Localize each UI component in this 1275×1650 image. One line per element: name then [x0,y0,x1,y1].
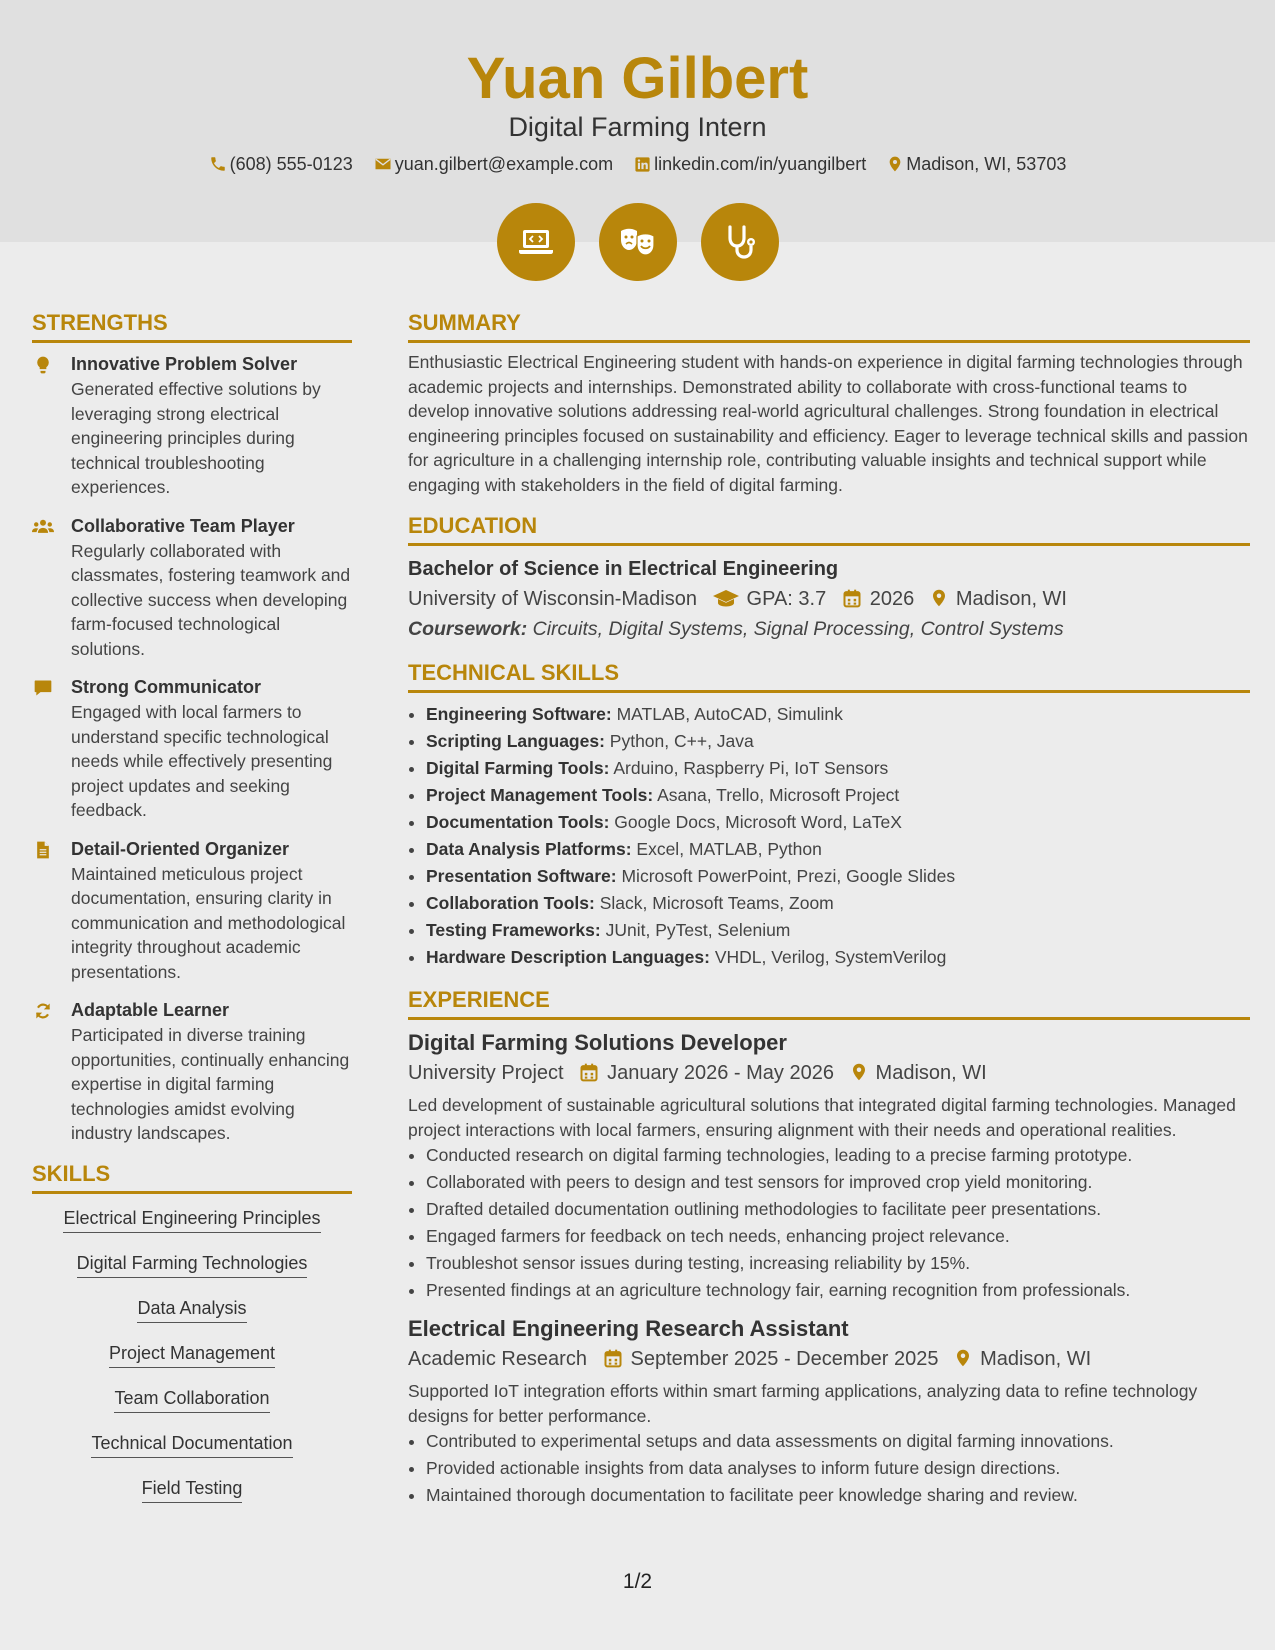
list-item [426,863,1250,890]
tech-skill-value: VHDL, Verilog, SystemVerilog [714,947,947,967]
theater-masks-icon [618,222,658,262]
job-description: Led development of sustainable agricultural solutions that integrated digital farming technologies. Managed project interactions with local farmers, ensuring alignment with their needs and operational realities. [408,1095,1236,1140]
job-org: University Project [408,1062,564,1084]
job-entry [408,1314,1250,1509]
job-entry [408,1028,1250,1304]
tech-skill-value: JUnit, PyTest, Selenium [605,920,791,940]
tech-skill-value: Slack, Microsoft Teams, Zoom [599,893,834,913]
tech-skill-label: Presentation Software: [426,866,617,886]
list-item: • Collaborated with peers to design and test sensors for improved crop yield monitoring. [426,1169,1250,1196]
job-location: Madison, WI [875,1062,987,1084]
tech-skill-label: Documentation Tools: [426,812,610,832]
technical-skills-list [408,701,1250,971]
job-location: Madison, WI [980,1348,1092,1370]
contact-location [887,150,1066,178]
list-item: • Drafted detailed documentation outlining methodologies to facilitate peer presentations. [426,1196,1250,1223]
candidate-title: Digital Farming Intern [508,112,767,142]
strength-item [32,513,352,662]
page-number: 1/2 [622,1570,653,1593]
strength-title: Innovative Problem Solver [71,354,298,374]
tech-skill-label: Digital Farming Tools: [426,758,610,778]
list-item: • Presented findings at an agriculture technology fair, earning recognition from professionals. [426,1277,1250,1304]
phone-icon [209,155,227,173]
comment-icon [32,678,54,698]
strength-desc: Maintained meticulous project documentation, ensuring clarity in communication and methodological integrity throughout academic presentations. [71,863,346,982]
contact-linkedin[interactable] [634,150,866,178]
experience-heading: EXPERIENCE [408,985,1250,1020]
skill-label: Digital Farming Technologies [77,1250,308,1278]
skill-label: Field Testing [142,1475,243,1503]
tech-skill-label: Engineering Software: [426,704,612,724]
coursework-label: Coursework: [408,618,528,640]
contact-phone[interactable] [209,150,353,178]
strength-title: Collaborative Team Player [71,515,295,536]
users-icon [32,517,54,537]
list-item: • Conducted research on digital farming technologies, leading to a precise farming prototype. [426,1142,1250,1169]
location-pin-icon [954,1348,972,1368]
job-dates: January 2026 - May 2026 [607,1062,834,1084]
coursework [408,614,1250,644]
skill-label: Data Analysis [137,1295,246,1323]
skill-tag [32,1295,352,1329]
skill-label: Electrical Engineering Principles [63,1205,320,1233]
location-pin-icon [850,1062,868,1082]
skill-label: Project Management [109,1340,275,1368]
sync-icon [32,1001,54,1021]
job-dates: September 2025 - December 2025 [630,1348,939,1370]
list-item [426,782,1250,809]
strength-desc: Engaged with local farmers to understand specific technological needs while effectively presenting project updates and seeking feedback. [71,702,333,820]
job-bullets [408,1428,1250,1509]
summary-heading: SUMMARY [408,308,1250,343]
job-org: Academic Research [408,1348,587,1370]
education-meta [408,584,1250,614]
job-description: Supported IoT integration efforts within smart farming applications, analyzing data to refine technology designs for better performance. [408,1381,1198,1426]
skill-tag [32,1385,352,1419]
strength-item [32,836,352,985]
calendar-icon [603,1348,623,1368]
school-location: Madison, WI [955,588,1067,610]
lightbulb-icon [32,355,54,375]
strength-title: Adaptable Learner [71,1000,230,1020]
list-item [426,701,1250,728]
summary-text: Enthusiastic Electrical Engineering student with hands-on experience in digital farming technologies through academic projects and internships. Demonstrated ability to collaborate with cross-functional teams to develop innovative solutions addressing real-world agricultural challenges. Strong foundation in electrical engineering principles focused on sustainability and efficiency. Eager to leverage technical skills and passion for agriculture in a challenging internship role, contributing valuable insights and technical support while engaging with stakeholders in the field of digital farming. [408,352,1248,495]
tech-skill-value: Arduino, Raspberry Pi, IoT Sensors [613,758,889,778]
skill-tag [32,1205,352,1239]
graduation-cap-icon [713,588,739,608]
list-item [426,890,1250,917]
strength-item [32,997,352,1146]
strength-desc: Regularly collaborated with classmates, fostering teamwork and collective success when developing farm-focused technological solutions. [71,540,351,659]
list-item [426,755,1250,782]
technical-skills-heading: TECHNICAL SKILLS [408,658,1250,693]
contact-linkedin-text: linkedin.com/in/yuangilbert [654,154,867,174]
badge-stethoscope [701,203,779,281]
list-item [426,944,1250,971]
skill-label: Team Collaboration [114,1385,269,1413]
tech-skill-value: MATLAB, AutoCAD, Simulink [616,704,843,724]
coursework-list: Circuits, Digital Systems, Signal Processing, Control Systems [532,618,1064,640]
badge-masks [599,203,677,281]
contact-email-text: yuan.gilbert@example.com [394,154,614,174]
skill-tag [32,1250,352,1284]
education-heading: EDUCATION [408,511,1250,546]
tech-skill-value: Google Docs, Microsoft Word, LaTeX [614,812,902,832]
strengths-heading: STRENGTHS [32,308,352,343]
strength-item [32,351,352,500]
list-item: • Maintained thorough documentation to facilitate peer knowledge sharing and review. [426,1482,1250,1509]
left-column [32,308,352,1509]
tech-skill-label: Hardware Description Languages: [426,947,710,967]
tech-skill-label: Scripting Languages: [426,731,605,751]
tech-skill-label: Data Analysis Platforms: [426,839,632,859]
contact-location-text: Madison, WI, 53703 [906,154,1067,174]
skills-heading: SKILLS [32,1159,352,1194]
tech-skill-value: Microsoft PowerPoint, Prezi, Google Slides [621,866,956,886]
strength-item [32,674,352,823]
job-title: Electrical Engineering Research Assistant [408,1316,849,1341]
contact-row [0,150,1275,178]
calendar-icon [579,1062,599,1082]
contact-email[interactable] [374,150,613,178]
linkedin-icon [634,156,651,173]
tech-skill-value: Asana, Trello, Microsoft Project [657,785,900,805]
envelope-icon [374,155,392,173]
job-bullets [408,1142,1250,1304]
calendar-icon [842,588,862,608]
badge-laptop [497,203,575,281]
list-item: • Troubleshot sensor issues during testing, increasing reliability by 15%. [426,1250,1250,1277]
skill-tag [32,1430,352,1464]
job-meta [408,1344,1250,1374]
tech-skill-value: Python, C++, Java [609,731,754,751]
stethoscope-icon [720,222,760,262]
file-icon [32,840,54,860]
tech-skill-label: Testing Frameworks: [426,920,601,940]
skill-label: Technical Documentation [91,1430,292,1458]
list-item: • Provided actionable insights from data analyses to inform future design directions. [426,1455,1250,1482]
strength-title: Detail-Oriented Organizer [71,838,290,859]
grad-year: 2026 [869,588,915,610]
right-column [408,308,1250,1519]
location-pin-icon [887,155,903,173]
job-meta [408,1058,1250,1088]
list-item: • Contributed to experimental setups and data assessments on digital farming innovations. [426,1428,1250,1455]
list-item [426,917,1250,944]
tech-skill-label: Collaboration Tools: [426,893,595,913]
strength-desc: Participated in diverse training opportunities, continually enhancing expertise in digital farming technologies amidst evolving industry landscapes. [71,1025,350,1143]
degree-name: Bachelor of Science in Electrical Engineering [408,558,839,580]
school-name: University of Wisconsin-Madison [408,588,697,610]
skills-section [32,1159,352,1509]
list-item [426,728,1250,755]
strength-desc: Generated effective solutions by leveraging strong electrical engineering principles during technical troubleshooting experiences. [71,379,321,497]
tech-skill-value: Excel, MATLAB, Python [636,839,822,859]
skill-tag [32,1340,352,1374]
job-title: Digital Farming Solutions Developer [408,1030,787,1055]
laptop-code-icon [516,222,556,262]
list-item [426,836,1250,863]
candidate-name: Yuan Gilbert [466,46,809,111]
list-item: • Engaged farmers for feedback on tech needs, enhancing project relevance. [426,1223,1250,1250]
tech-skill-label: Project Management Tools: [426,785,654,805]
skill-tag [32,1475,352,1509]
contact-phone-text: (608) 555-0123 [229,154,353,174]
interest-badges [0,203,1275,281]
list-item [426,809,1250,836]
gpa-text: GPA: 3.7 [746,588,827,610]
strength-title: Strong Communicator [71,677,262,697]
location-pin-icon [930,588,948,608]
